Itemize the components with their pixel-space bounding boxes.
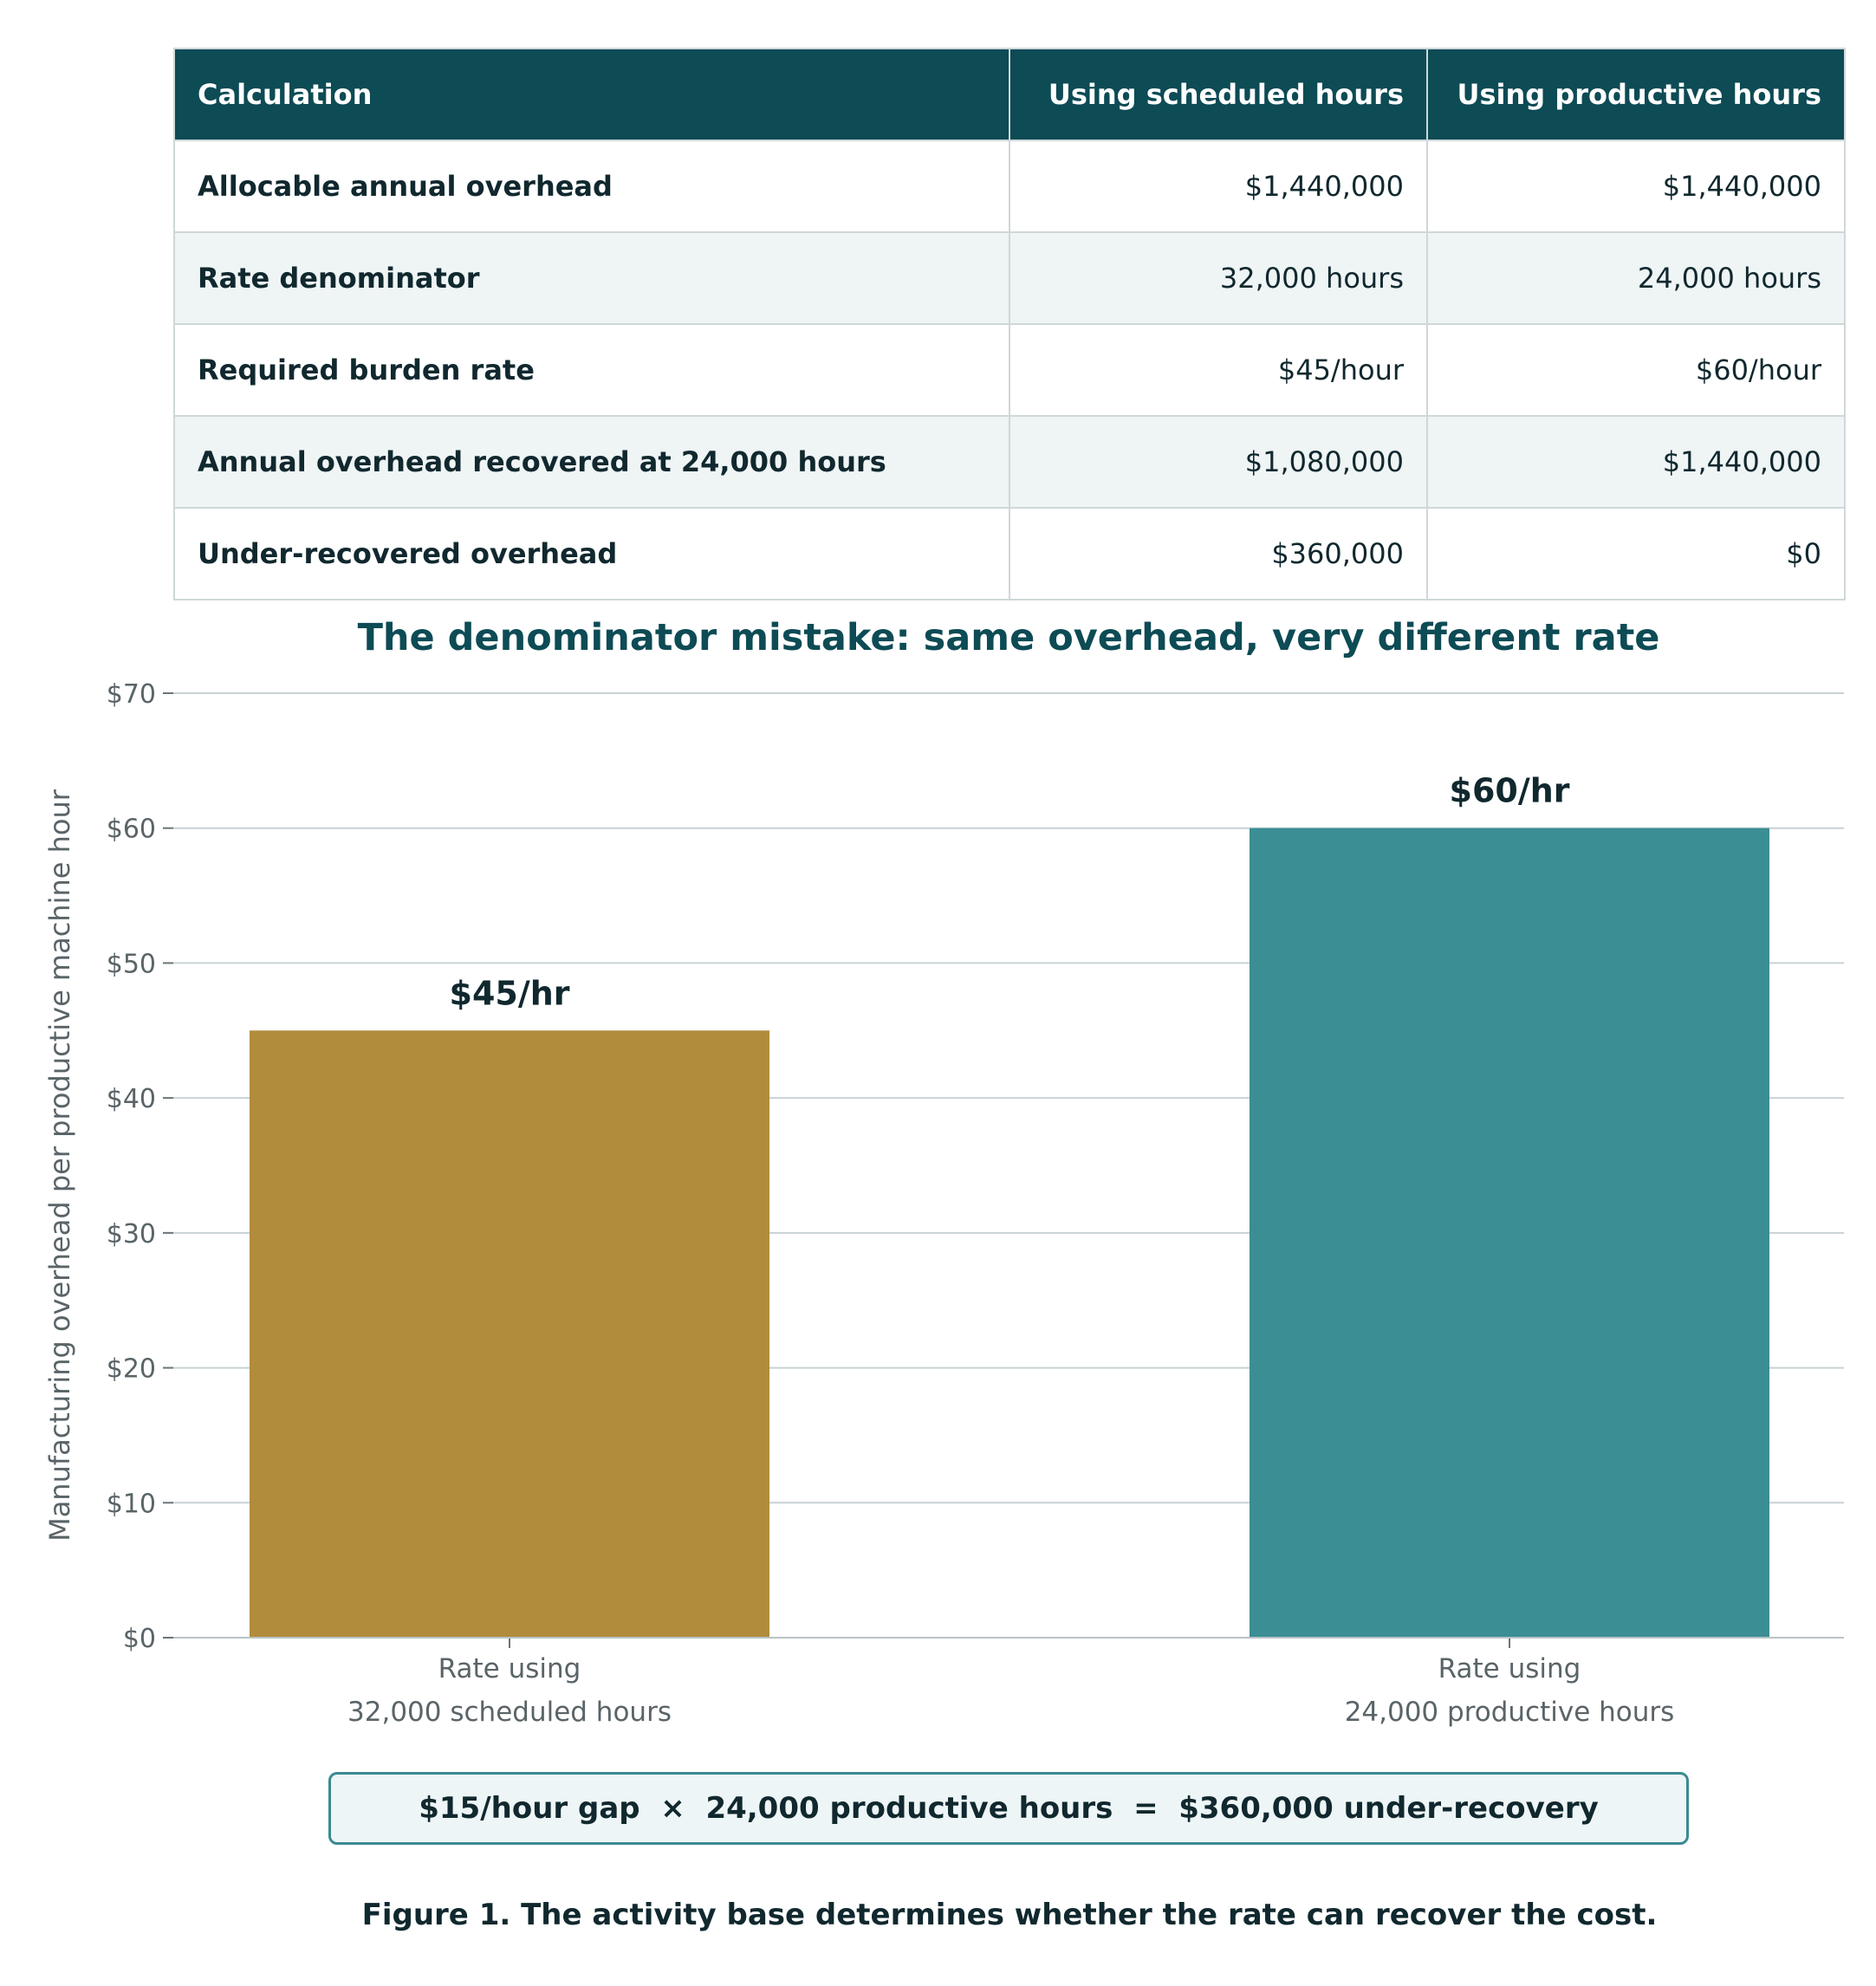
x-tick-label: 32,000 scheduled hours — [347, 1697, 672, 1728]
cell-productive: 24,000 hours — [1427, 232, 1845, 324]
row-label: Rate denominator — [174, 232, 1009, 324]
bar — [1250, 828, 1769, 1638]
row-label: Under-recovered overhead — [174, 508, 1009, 600]
figure-caption: Figure 1. The activity base determines whether the rate can recover the cost. — [361, 1898, 1658, 1932]
header-calculation: Calculation — [174, 49, 1009, 140]
y-axis-label: Manufacturing overhead per productive machine hour — [43, 789, 76, 1541]
cell-productive: $60/hour — [1427, 324, 1845, 416]
y-tick-label: $20 — [106, 1353, 156, 1385]
row-label: Required burden rate — [174, 324, 1009, 416]
y-tick-label: $50 — [106, 949, 156, 980]
header-productive-hours: Using productive hours — [1427, 49, 1845, 140]
cell-productive: $1,440,000 — [1427, 140, 1845, 232]
y-tick-label: $60 — [106, 814, 156, 845]
bar-value-label: $45/hr — [449, 974, 570, 1013]
bars — [250, 772, 1769, 1638]
y-tick-label: $70 — [106, 679, 156, 710]
cell-scheduled: $45/hour — [1009, 324, 1427, 416]
formula-callout: $15/hour gap × 24,000 productive hours = $360,000 under-recovery — [328, 1772, 1689, 1845]
cell-scheduled: $360,000 — [1009, 508, 1427, 600]
row-label: Annual overhead recovered at 24,000 hours — [174, 416, 1009, 508]
cell-scheduled: $1,440,000 — [1009, 140, 1427, 232]
x-tick-label: 24,000 productive hours — [1344, 1697, 1675, 1728]
cell-productive: $1,440,000 — [1427, 416, 1845, 508]
cell-scheduled: 32,000 hours — [1009, 232, 1427, 324]
row-label: Allocable annual overhead — [174, 140, 1009, 232]
bar — [250, 1030, 769, 1638]
cell-scheduled: $1,080,000 — [1009, 416, 1427, 508]
y-tick-label: $40 — [106, 1084, 156, 1115]
y-tick-label: $30 — [106, 1218, 156, 1249]
cell-productive: $0 — [1427, 508, 1845, 600]
bar-value-label: $60/hr — [1449, 771, 1570, 810]
x-tick-label: Rate using — [438, 1653, 581, 1684]
header-scheduled-hours: Using scheduled hours — [1009, 49, 1427, 140]
chart-title: The denominator mistake: same overhead, very different rate — [357, 616, 1660, 659]
y-tick-label: $10 — [106, 1489, 156, 1520]
y-tick-label: $0 — [122, 1624, 156, 1654]
x-tick-label: Rate using — [1438, 1653, 1581, 1684]
